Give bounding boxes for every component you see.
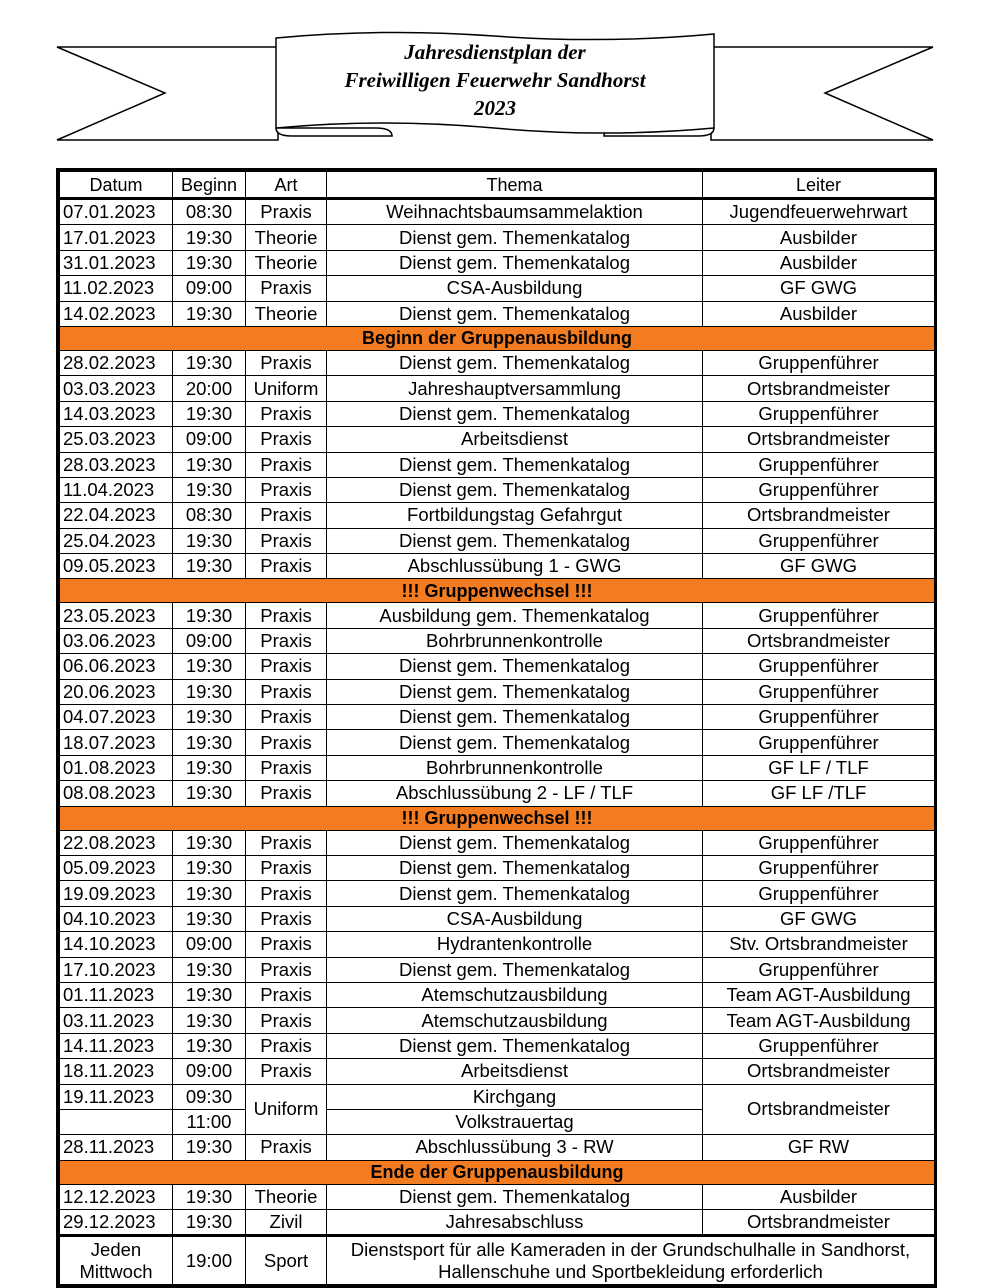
table-row xyxy=(60,755,935,780)
cell-datum: 17.10.2023 xyxy=(60,957,173,982)
cell-thema: Dienst gem. Themenkatalog xyxy=(327,1033,703,1058)
section-separator xyxy=(60,1160,935,1184)
cell-datum: 28.02.2023 xyxy=(60,350,173,375)
cell-leiter: Team AGT-Ausbildung xyxy=(703,1008,935,1033)
cell-leiter: Gruppenführer xyxy=(703,705,935,730)
cell-datum xyxy=(60,1109,173,1134)
cell-datum: 25.03.2023 xyxy=(60,427,173,452)
cell-thema: Kirchgang xyxy=(327,1084,703,1109)
table-row xyxy=(60,199,935,225)
cell-datum: 19.09.2023 xyxy=(60,881,173,906)
table-row xyxy=(60,276,935,301)
cell-art: Praxis xyxy=(246,932,327,957)
cell-leiter: Ortsbrandmeister xyxy=(703,427,935,452)
cell-datum: 29.12.2023 xyxy=(60,1210,173,1236)
cell-leiter: Ortsbrandmeister xyxy=(703,1059,935,1084)
table-row xyxy=(60,401,935,426)
cell-beginn: 19:30 xyxy=(173,730,246,755)
cell-art: Uniform xyxy=(246,1084,327,1135)
cell-leiter: GF RW xyxy=(703,1135,935,1160)
cell-thema: Atemschutzausbildung xyxy=(327,982,703,1007)
cell-art: Praxis xyxy=(246,1033,327,1058)
cell-datum: 11.04.2023 xyxy=(60,477,173,502)
cell-art: Theorie xyxy=(246,225,327,250)
cell-beginn: 19:30 xyxy=(173,603,246,628)
cell-beginn: 19:30 xyxy=(173,1210,246,1236)
cell-beginn: 11:00 xyxy=(173,1109,246,1134)
cell-art: Praxis xyxy=(246,1135,327,1160)
cell-datum: 07.01.2023 xyxy=(60,199,173,225)
cell-leiter: Ortsbrandmeister xyxy=(703,376,935,401)
cell-art: Praxis xyxy=(246,957,327,982)
cell-leiter: Ausbilder xyxy=(703,301,935,326)
cell-beginn: 19:30 xyxy=(173,1184,246,1209)
cell-leiter: GF GWG xyxy=(703,906,935,931)
header-art: Art xyxy=(246,172,327,199)
cell-datum: 31.01.2023 xyxy=(60,250,173,275)
cell-beginn: 09:00 xyxy=(173,427,246,452)
table-row xyxy=(60,1135,935,1160)
cell-leiter: Gruppenführer xyxy=(703,730,935,755)
cell-beginn: 19:30 xyxy=(173,654,246,679)
cell-thema: Volkstrauertag xyxy=(327,1109,703,1134)
cell-datum: 20.06.2023 xyxy=(60,679,173,704)
header-leiter: Leiter xyxy=(703,172,935,199)
cell-leiter: Gruppenführer xyxy=(703,452,935,477)
cell-art: Praxis xyxy=(246,679,327,704)
cell-beginn: 19:30 xyxy=(173,781,246,806)
cell-beginn: 19:30 xyxy=(173,225,246,250)
cell-datum: 23.05.2023 xyxy=(60,603,173,628)
cell-thema: Dienst gem. Themenkatalog xyxy=(327,250,703,275)
separator-label: Beginn der Gruppenausbildung xyxy=(60,326,935,350)
cell-thema: Dienst gem. Themenkatalog xyxy=(327,679,703,704)
cell-leiter: Gruppenführer xyxy=(703,881,935,906)
cell-leiter: GF GWG xyxy=(703,554,935,579)
cell-art: Praxis xyxy=(246,427,327,452)
cell-beginn: 08:30 xyxy=(173,503,246,528)
cell-thema: Dienst gem. Themenkatalog xyxy=(327,1184,703,1209)
cell-beginn: 09:30 xyxy=(173,1084,246,1109)
cell-datum: 11.02.2023 xyxy=(60,276,173,301)
table-row xyxy=(60,554,935,579)
cell-leiter: Gruppenführer xyxy=(703,528,935,553)
table-row xyxy=(60,1184,935,1209)
cell-datum: Jeden Mittwoch xyxy=(60,1236,173,1285)
table-row xyxy=(60,477,935,502)
cell-leiter: Team AGT-Ausbildung xyxy=(703,982,935,1007)
schedule-table xyxy=(56,168,937,1288)
cell-art: Theorie xyxy=(246,250,327,275)
cell-beginn: 09:00 xyxy=(173,628,246,653)
cell-art: Praxis xyxy=(246,554,327,579)
cell-thema: CSA-Ausbildung xyxy=(327,276,703,301)
cell-leiter: GF LF / TLF xyxy=(703,755,935,780)
cell-datum: 09.05.2023 xyxy=(60,554,173,579)
cell-thema: Fortbildungstag Gefahrgut xyxy=(327,503,703,528)
cell-art: Praxis xyxy=(246,528,327,553)
cell-beginn: 19:30 xyxy=(173,906,246,931)
title-line-1: Jahresdienstplan der xyxy=(404,40,586,64)
table-row xyxy=(60,679,935,704)
cell-beginn: 19:30 xyxy=(173,679,246,704)
cell-art: Praxis xyxy=(246,654,327,679)
cell-art: Praxis xyxy=(246,350,327,375)
table-row xyxy=(60,1059,935,1084)
cell-thema: Dienst gem. Themenkatalog xyxy=(327,855,703,880)
cell-beginn: 19:00 xyxy=(173,1236,246,1285)
cell-thema: Dienst gem. Themenkatalog xyxy=(327,401,703,426)
cell-thema: Atemschutzausbildung xyxy=(327,1008,703,1033)
cell-leiter: Ortsbrandmeister xyxy=(703,1084,935,1135)
cell-beginn: 19:30 xyxy=(173,982,246,1007)
cell-leiter: Ortsbrandmeister xyxy=(703,1210,935,1236)
cell-beginn: 09:00 xyxy=(173,1059,246,1084)
cell-datum: 22.08.2023 xyxy=(60,830,173,855)
table-row xyxy=(60,781,935,806)
table-row xyxy=(60,225,935,250)
table-row xyxy=(60,1033,935,1058)
cell-thema: Bohrbrunnenkontrolle xyxy=(327,755,703,780)
header-datum: Datum xyxy=(60,172,173,199)
cell-leiter: Gruppenführer xyxy=(703,401,935,426)
cell-art: Praxis xyxy=(246,781,327,806)
cell-art: Praxis xyxy=(246,603,327,628)
cell-art: Praxis xyxy=(246,855,327,880)
cell-datum: 28.03.2023 xyxy=(60,452,173,477)
cell-beginn: 09:00 xyxy=(173,932,246,957)
table-row xyxy=(60,932,935,957)
cell-leiter: Ortsbrandmeister xyxy=(703,628,935,653)
cell-beginn: 19:30 xyxy=(173,830,246,855)
cell-datum: 04.07.2023 xyxy=(60,705,173,730)
table-row xyxy=(60,654,935,679)
cell-art: Praxis xyxy=(246,906,327,931)
banner-right-tail xyxy=(711,47,933,140)
cell-art: Theorie xyxy=(246,301,327,326)
cell-thema: Abschlussübung 1 - GWG xyxy=(327,554,703,579)
cell-thema: Dienst gem. Themenkatalog xyxy=(327,225,703,250)
cell-beginn: 19:30 xyxy=(173,477,246,502)
table-row xyxy=(60,628,935,653)
header-beginn: Beginn xyxy=(173,172,246,199)
cell-beginn: 19:30 xyxy=(173,452,246,477)
cell-leiter: Gruppenführer xyxy=(703,830,935,855)
table-row xyxy=(60,452,935,477)
sport-row xyxy=(60,1236,935,1285)
cell-beginn: 19:30 xyxy=(173,1008,246,1033)
cell-sport-text: Dienstsport für alle Kameraden in der Grundschulhalle in Sandhorst, Hallenschuhe und Sportbekleidung erforderlich xyxy=(327,1236,935,1285)
cell-art: Praxis xyxy=(246,730,327,755)
cell-beginn: 19:30 xyxy=(173,957,246,982)
cell-thema: Dienst gem. Themenkatalog xyxy=(327,477,703,502)
cell-datum: 06.06.2023 xyxy=(60,654,173,679)
cell-beginn: 19:30 xyxy=(173,705,246,730)
separator-label: !!! Gruppenwechsel !!! xyxy=(60,806,935,830)
cell-thema: Abschlussübung 2 - LF / TLF xyxy=(327,781,703,806)
cell-leiter: Stv. Ortsbrandmeister xyxy=(703,932,935,957)
cell-leiter: Jugendfeuerwehrwart xyxy=(703,199,935,225)
cell-leiter: Ausbilder xyxy=(703,1184,935,1209)
cell-leiter: Ausbilder xyxy=(703,250,935,275)
cell-thema: Arbeitsdienst xyxy=(327,427,703,452)
cell-leiter: Gruppenführer xyxy=(703,957,935,982)
cell-leiter: Gruppenführer xyxy=(703,603,935,628)
cell-leiter: GF GWG xyxy=(703,276,935,301)
cell-beginn: 20:00 xyxy=(173,376,246,401)
cell-thema: Dienst gem. Themenkatalog xyxy=(327,301,703,326)
cell-thema: Dienst gem. Themenkatalog xyxy=(327,452,703,477)
cell-beginn: 19:30 xyxy=(173,554,246,579)
cell-art: Uniform xyxy=(246,376,327,401)
cell-beginn: 19:30 xyxy=(173,528,246,553)
cell-art: Sport xyxy=(246,1236,327,1285)
table-row xyxy=(60,503,935,528)
cell-leiter: Gruppenführer xyxy=(703,855,935,880)
cell-datum: 05.09.2023 xyxy=(60,855,173,880)
cell-thema: Dienst gem. Themenkatalog xyxy=(327,830,703,855)
cell-leiter: Gruppenführer xyxy=(703,654,935,679)
cell-beginn: 09:00 xyxy=(173,276,246,301)
cell-beginn: 19:30 xyxy=(173,855,246,880)
cell-thema: Dienst gem. Themenkatalog xyxy=(327,881,703,906)
cell-art: Praxis xyxy=(246,503,327,528)
cell-leiter: Gruppenführer xyxy=(703,679,935,704)
cell-thema: Bohrbrunnenkontrolle xyxy=(327,628,703,653)
cell-datum: 03.03.2023 xyxy=(60,376,173,401)
cell-art: Praxis xyxy=(246,1059,327,1084)
cell-thema: Dienst gem. Themenkatalog xyxy=(327,350,703,375)
table-row xyxy=(60,603,935,628)
table-row xyxy=(60,1084,935,1109)
cell-datum: 01.08.2023 xyxy=(60,755,173,780)
table-row xyxy=(60,350,935,375)
cell-beginn: 19:30 xyxy=(173,1033,246,1058)
cell-datum: 28.11.2023 xyxy=(60,1135,173,1160)
cell-datum: 14.03.2023 xyxy=(60,401,173,426)
cell-datum: 01.11.2023 xyxy=(60,982,173,1007)
cell-thema: Abschlussübung 3 - RW xyxy=(327,1135,703,1160)
table-row xyxy=(60,705,935,730)
cell-beginn: 19:30 xyxy=(173,350,246,375)
cell-leiter: Ausbilder xyxy=(703,225,935,250)
cell-thema: Dienst gem. Themenkatalog xyxy=(327,730,703,755)
cell-thema: Dienst gem. Themenkatalog xyxy=(327,528,703,553)
banner-left-tail xyxy=(57,47,278,140)
table-row xyxy=(60,1008,935,1033)
cell-art: Praxis xyxy=(246,477,327,502)
cell-thema: CSA-Ausbildung xyxy=(327,906,703,931)
cell-art: Praxis xyxy=(246,276,327,301)
table-row xyxy=(60,982,935,1007)
cell-art: Praxis xyxy=(246,452,327,477)
cell-art: Praxis xyxy=(246,401,327,426)
cell-datum: 14.10.2023 xyxy=(60,932,173,957)
page-title xyxy=(280,38,710,122)
cell-datum: 03.11.2023 xyxy=(60,1008,173,1033)
cell-datum: 14.02.2023 xyxy=(60,301,173,326)
cell-beginn: 19:30 xyxy=(173,401,246,426)
section-separator xyxy=(60,806,935,830)
title-line-3: 2023 xyxy=(474,96,516,120)
cell-thema: Arbeitsdienst xyxy=(327,1059,703,1084)
separator-label: Ende der Gruppenausbildung xyxy=(60,1160,935,1184)
cell-art: Praxis xyxy=(246,199,327,225)
table-row xyxy=(60,855,935,880)
table-row xyxy=(60,528,935,553)
cell-leiter: GF LF /TLF xyxy=(703,781,935,806)
cell-thema: Dienst gem. Themenkatalog xyxy=(327,654,703,679)
cell-art: Praxis xyxy=(246,881,327,906)
table-row xyxy=(60,957,935,982)
table-row xyxy=(60,881,935,906)
cell-art: Praxis xyxy=(246,982,327,1007)
cell-beginn: 19:30 xyxy=(173,755,246,780)
cell-beginn: 19:30 xyxy=(173,301,246,326)
cell-thema: Ausbildung gem. Themenkatalog xyxy=(327,603,703,628)
cell-thema: Weihnachtsbaumsammelaktion xyxy=(327,199,703,225)
cell-beginn: 19:30 xyxy=(173,250,246,275)
title-line-2: Freiwilligen Feuerwehr Sandhorst xyxy=(344,68,646,92)
table-row xyxy=(60,301,935,326)
cell-art: Praxis xyxy=(246,830,327,855)
header-thema: Thema xyxy=(327,172,703,199)
table-row xyxy=(60,250,935,275)
cell-datum: 12.12.2023 xyxy=(60,1184,173,1209)
cell-art: Praxis xyxy=(246,628,327,653)
table-row xyxy=(60,830,935,855)
cell-art: Praxis xyxy=(246,1008,327,1033)
cell-datum: 18.07.2023 xyxy=(60,730,173,755)
cell-beginn: 19:30 xyxy=(173,1135,246,1160)
table-row xyxy=(60,730,935,755)
cell-thema: Jahresabschluss xyxy=(327,1210,703,1236)
cell-leiter: Ortsbrandmeister xyxy=(703,503,935,528)
cell-art: Praxis xyxy=(246,755,327,780)
cell-thema: Jahreshauptversammlung xyxy=(327,376,703,401)
section-separator xyxy=(60,326,935,350)
cell-leiter: Gruppenführer xyxy=(703,1033,935,1058)
cell-beginn: 08:30 xyxy=(173,199,246,225)
cell-art: Theorie xyxy=(246,1184,327,1209)
cell-datum: 25.04.2023 xyxy=(60,528,173,553)
cell-datum: 17.01.2023 xyxy=(60,225,173,250)
table-row xyxy=(60,1210,935,1236)
cell-leiter: Gruppenführer xyxy=(703,477,935,502)
cell-datum: 18.11.2023 xyxy=(60,1059,173,1084)
cell-datum: 03.06.2023 xyxy=(60,628,173,653)
table-row xyxy=(60,906,935,931)
cell-thema: Dienst gem. Themenkatalog xyxy=(327,957,703,982)
section-separator xyxy=(60,579,935,603)
cell-leiter: Gruppenführer xyxy=(703,350,935,375)
cell-datum: 08.08.2023 xyxy=(60,781,173,806)
cell-thema: Hydrantenkontrolle xyxy=(327,932,703,957)
cell-datum: 22.04.2023 xyxy=(60,503,173,528)
table-row xyxy=(60,376,935,401)
cell-thema: Dienst gem. Themenkatalog xyxy=(327,705,703,730)
cell-datum: 19.11.2023 xyxy=(60,1084,173,1109)
cell-beginn: 19:30 xyxy=(173,881,246,906)
cell-art: Praxis xyxy=(246,705,327,730)
table-header-row xyxy=(60,172,935,199)
separator-label: !!! Gruppenwechsel !!! xyxy=(60,579,935,603)
cell-datum: 04.10.2023 xyxy=(60,906,173,931)
cell-datum: 14.11.2023 xyxy=(60,1033,173,1058)
cell-art: Zivil xyxy=(246,1210,327,1236)
table-row xyxy=(60,427,935,452)
